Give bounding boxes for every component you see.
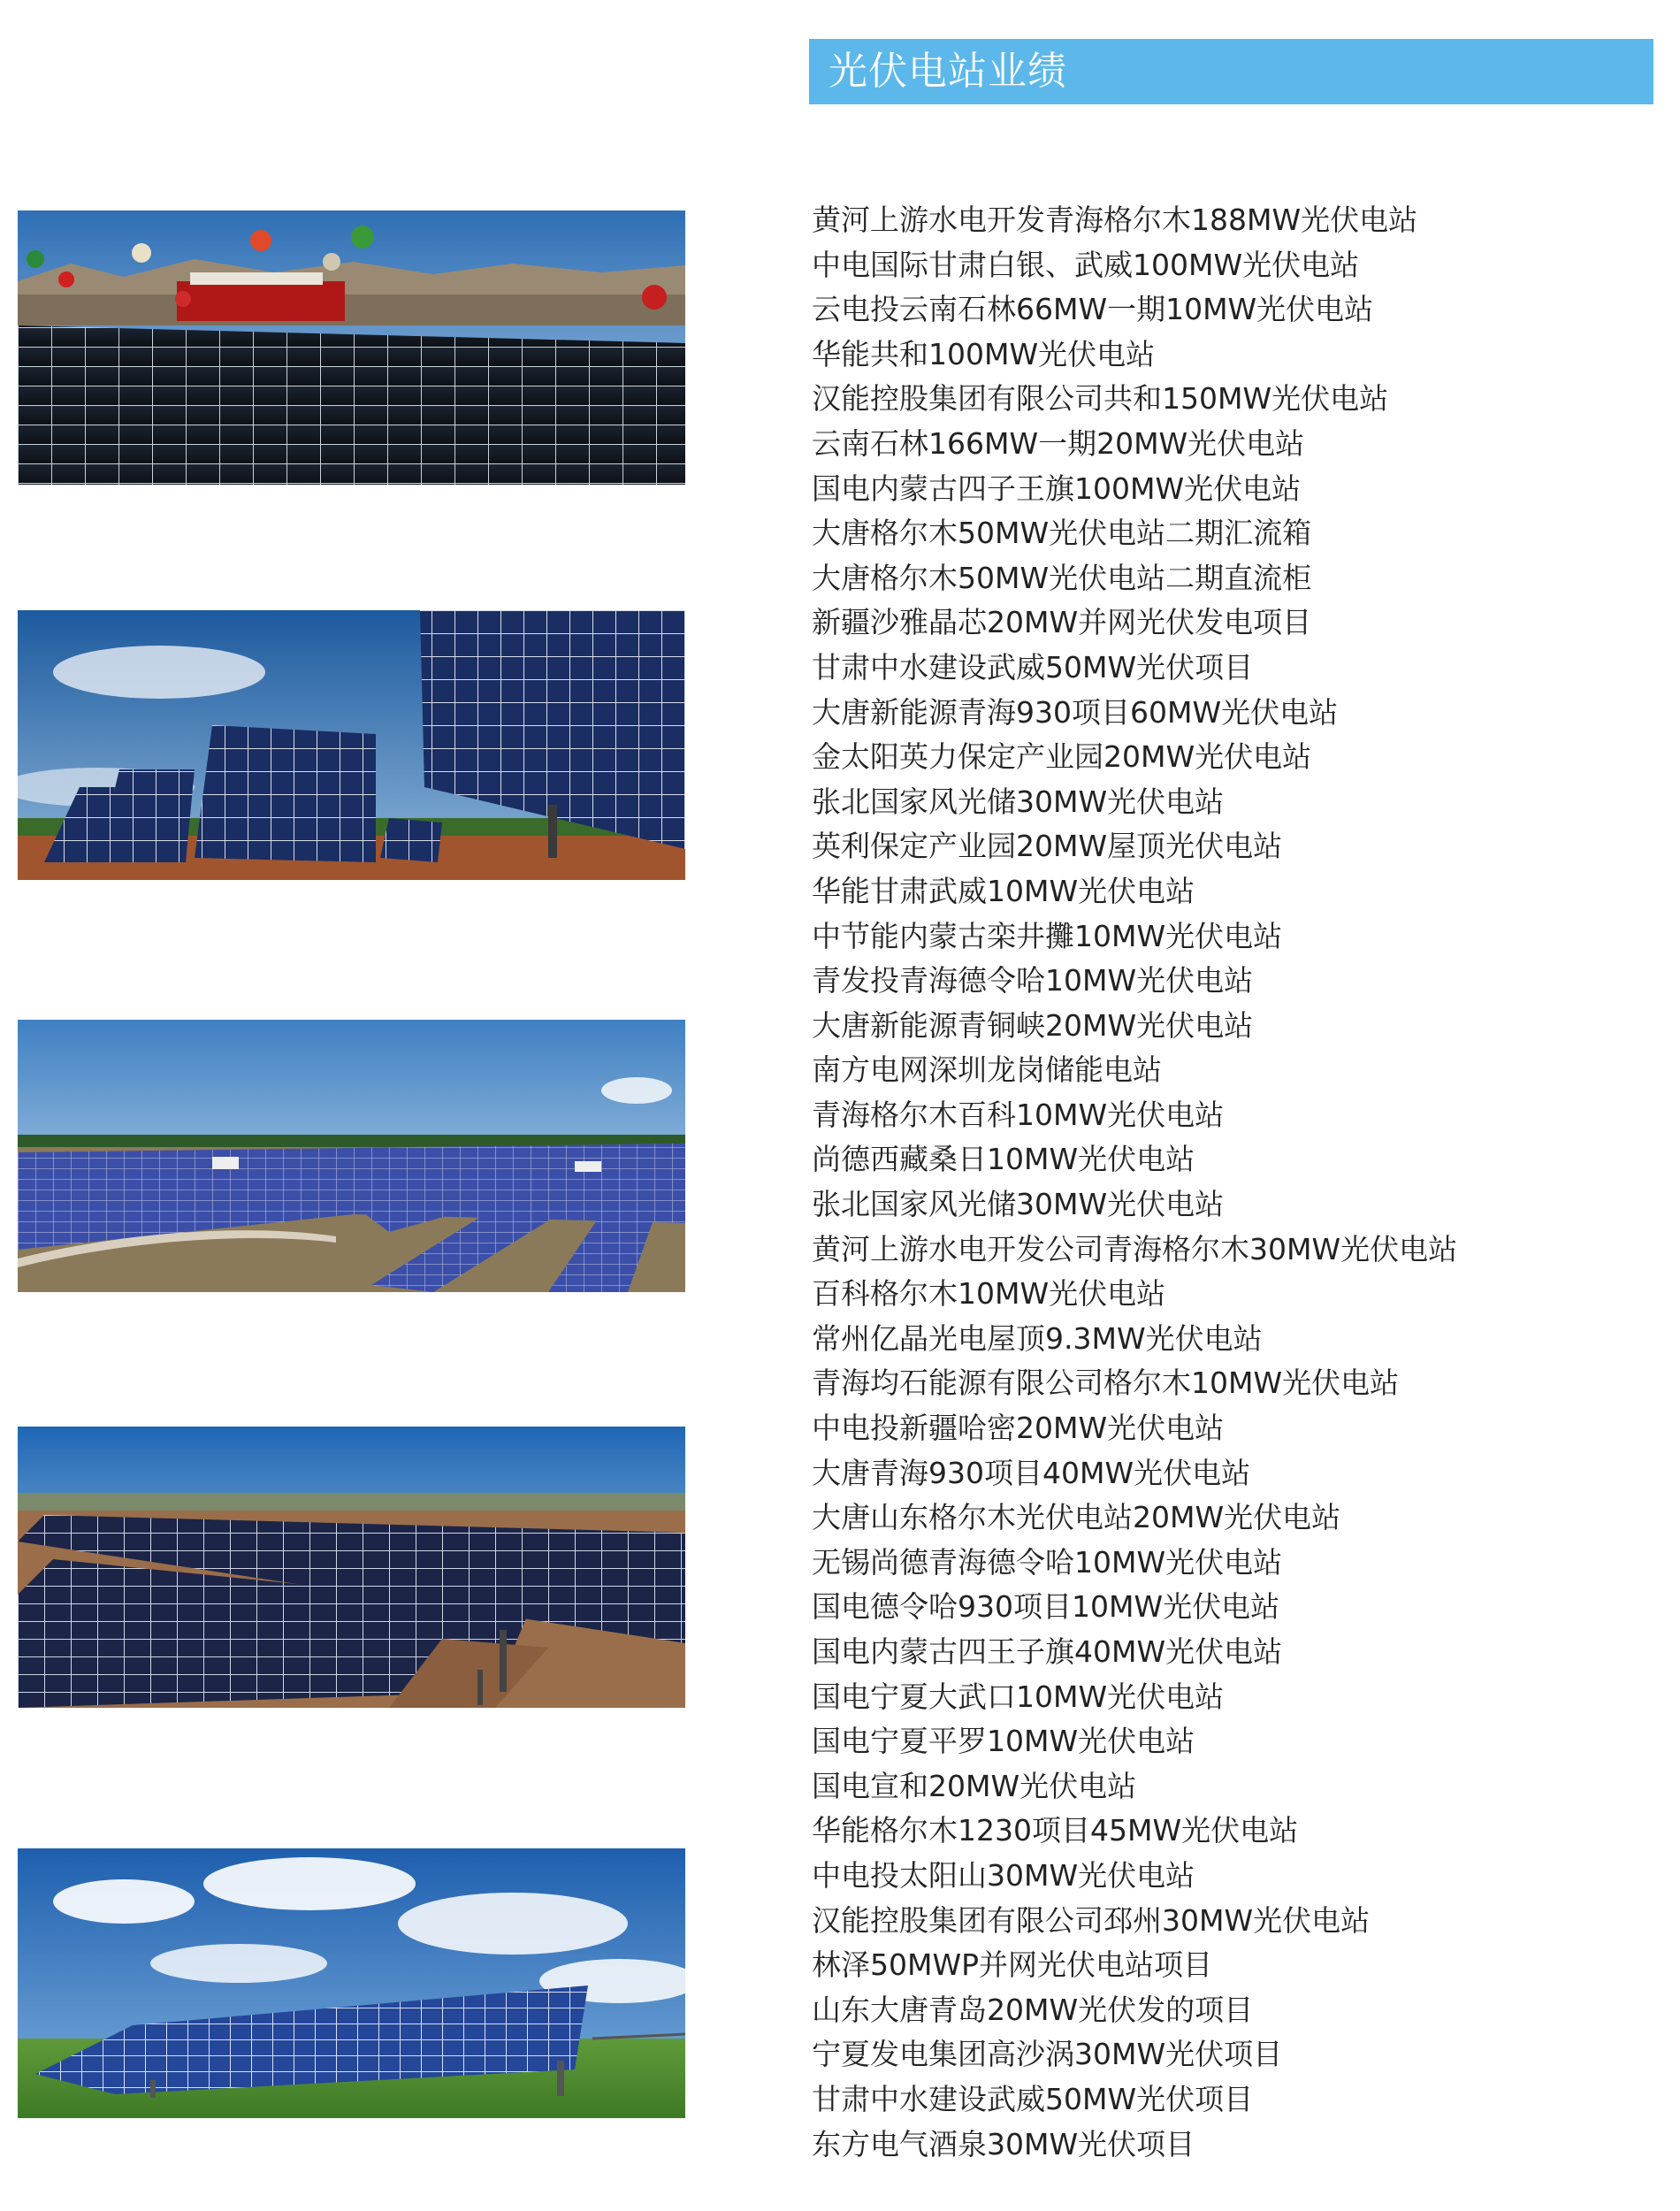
- list-item: 国电内蒙古四子王旗100MW光伏电站: [812, 471, 1302, 506]
- list-item: 大唐格尔木50MW光伏电站二期汇流箱: [812, 516, 1312, 551]
- list-item: 云电投云南石林66MW一期10MW光伏电站: [812, 292, 1374, 327]
- solar-plant-photo-3: [18, 1020, 685, 1292]
- list-item: 中电国际甘肃白银、武威100MW光伏电站: [812, 247, 1360, 282]
- list-item: 华能共和100MW光伏电站: [812, 336, 1156, 371]
- list-item: 中节能内蒙古栾井攤10MW光伏电站: [812, 918, 1283, 953]
- section-header: [809, 39, 1653, 104]
- list-item: 云南石林166MW一期20MW光伏电站: [812, 425, 1305, 461]
- list-item: 中电投新疆哈密20MW光伏电站: [812, 1411, 1225, 1446]
- list-item: 青发投青海德令哈10MW光伏电站: [812, 963, 1254, 998]
- list-item: 国电德令哈930项目10MW光伏电站: [812, 1589, 1280, 1625]
- list-item: 百科格尔木10MW光伏电站: [812, 1276, 1166, 1312]
- solar-plant-photo-1: [18, 210, 685, 485]
- list-item: 国电宁夏平罗10MW光伏电站: [812, 1724, 1195, 1759]
- list-item: 大唐青海930项目40MW光伏电站: [812, 1455, 1251, 1490]
- list-item: 国电内蒙古四王子旗40MW光伏电站: [812, 1634, 1283, 1669]
- list-item: 青海均石能源有限公司格尔木10MW光伏电站: [812, 1366, 1400, 1401]
- list-item: 中电投太阳山30MW光伏电站: [812, 1857, 1195, 1893]
- list-item: 林泽50MWP并网光伏电站项目: [812, 1947, 1212, 1983]
- list-item: 新疆沙雅晶芯20MW并网光伏发电项目: [812, 605, 1312, 640]
- list-item: 宁夏发电集团高沙涡30MW光伏项目: [812, 2037, 1283, 2072]
- section-title: 光伏电站业绩: [829, 49, 1067, 94]
- list-item: 国电宣和20MW光伏电站: [812, 1768, 1137, 1803]
- list-item: 英利保定产业园20MW屋顶光伏电站: [812, 829, 1283, 864]
- list-item: 无锡尚德青海德令哈10MW光伏电站: [812, 1544, 1283, 1580]
- list-item: 大唐格尔木50MW光伏电站二期直流柜: [812, 560, 1312, 595]
- list-item: 尚德西藏桑日10MW光伏电站: [812, 1142, 1195, 1177]
- list-item: 张北国家风光储30MW光伏电站: [812, 1187, 1225, 1222]
- list-item: 青海格尔木百科10MW光伏电站: [812, 1097, 1225, 1132]
- list-item: 山东大唐青岛20MW光伏发的项目: [812, 1992, 1254, 2027]
- list-item: 黄河上游水电开发公司青海格尔木30MW光伏电站: [812, 1231, 1458, 1266]
- list-item: 华能甘肃武威10MW光伏电站: [812, 873, 1195, 908]
- list-item: 华能格尔木1230项目45MW光伏电站: [812, 1813, 1299, 1848]
- list-item: 大唐山东格尔木光伏电站20MW光伏电站: [812, 1500, 1341, 1535]
- list-item: 东方电气酒泉30MW光伏项目: [812, 2126, 1195, 2161]
- solar-plant-photo-2: [18, 610, 685, 880]
- list-item: 汉能控股集团有限公司邳州30MW光伏电站: [812, 1902, 1371, 1938]
- project-list: [812, 198, 1457, 2167]
- solar-plant-photo-5: [18, 1848, 685, 2118]
- list-item: 张北国家风光储30MW光伏电站: [812, 784, 1225, 819]
- list-item: 甘肃中水建设武威50MW光伏项目: [812, 2081, 1254, 2116]
- list-item: 大唐新能源青铜峡20MW光伏电站: [812, 1007, 1254, 1043]
- list-item: 常州亿晶光电屋顶9.3MW光伏电站: [812, 1320, 1263, 1356]
- list-item: 黄河上游水电开发青海格尔木188MW光伏电站: [812, 203, 1418, 237]
- list-item: 金太阳英力保定产业园20MW光伏电站: [812, 739, 1312, 775]
- list-item: 汉能控股集团有限公司共和150MW光伏电站: [812, 381, 1389, 417]
- list-item: 国电宁夏大武口10MW光伏电站: [812, 1679, 1225, 1714]
- list-item: 大唐新能源青海930项目60MW光伏电站: [812, 694, 1339, 730]
- solar-plant-photo-4: [18, 1427, 685, 1708]
- list-item: 甘肃中水建设武威50MW光伏项目: [812, 649, 1254, 685]
- list-item: 南方电网深圳龙岗储能电站: [812, 1052, 1162, 1088]
